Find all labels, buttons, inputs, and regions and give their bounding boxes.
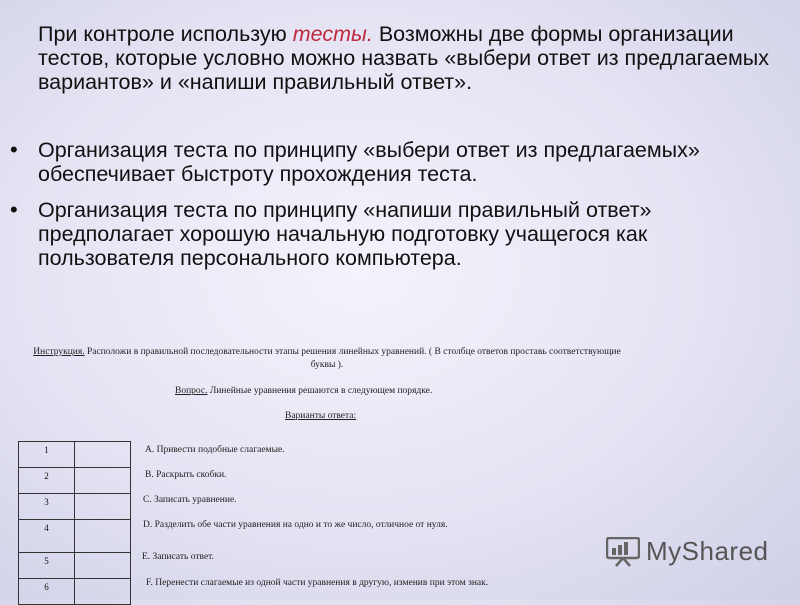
option-item: D. Разделить обе части уравнения на одно и то же число, отличное от нуля. [143,520,448,530]
option-item: C. Записать уравнение. [143,495,237,505]
test-question [175,386,432,396]
bullet-icon: • [10,137,18,162]
instruction-label: Инструкция. [33,347,85,357]
answer-number: 2 [19,468,75,494]
option-item: F. Перенести слагаемые из одной части уравнения в другую, изменив при этом знак. [146,578,489,588]
answer-cell[interactable] [75,553,131,579]
answer-cell[interactable] [75,442,131,468]
bullet-item-1: Организация теста по принципу «выбери ответ из предлагаемых» обеспечивает быстроту прохождения теста. [38,138,700,186]
answer-cell[interactable] [75,579,131,605]
bullet-item-2: Организация теста по принципу «напиши правильный ответ» предполагает хорошую начальную подготовку учащегося как пользователя персонального компьютера. [38,198,652,270]
answer-number: 1 [19,442,75,468]
answer-number: 4 [19,520,75,553]
answer-cell[interactable] [75,468,131,494]
variants-label: Варианты ответа: [285,411,357,421]
option-item: A. Привести подобные слагаемые. [145,445,285,455]
intro-highlight: тесты. [292,22,373,46]
answer-number: 3 [19,494,75,520]
option-item: B. Раскрыть скобки. [145,470,227,480]
intro-paragraph [38,22,778,94]
answer-cell[interactable] [75,520,131,553]
myshared-logo [606,536,769,567]
instruction-text: Расположи в правильной последовательности этапы решения линейных уравнений. ( В столбце ответов проставь соответствующие буквы ). [84,347,621,370]
presentation-board-icon [606,537,640,567]
intro-text-end: Возможны две формы организации тестов, которые условно можно назвать «выбери ответ из предлагаемых вариантов» и «напиши правильный ответ». [38,22,769,94]
answer-number: 6 [19,579,75,605]
answer-cell[interactable] [75,494,131,520]
question-label: Вопрос. [175,386,208,396]
bullet-icon: • [10,197,18,222]
answer-number: 5 [19,553,75,579]
answer-table [18,441,131,605]
test-instruction [22,346,632,372]
question-text: Линейные уравнения решаются в следующем порядке. [207,386,433,396]
intro-text-start: При контроле использую [38,22,293,46]
option-item: E. Записать ответ. [142,552,214,562]
logo-text: MyShared [646,536,769,566]
